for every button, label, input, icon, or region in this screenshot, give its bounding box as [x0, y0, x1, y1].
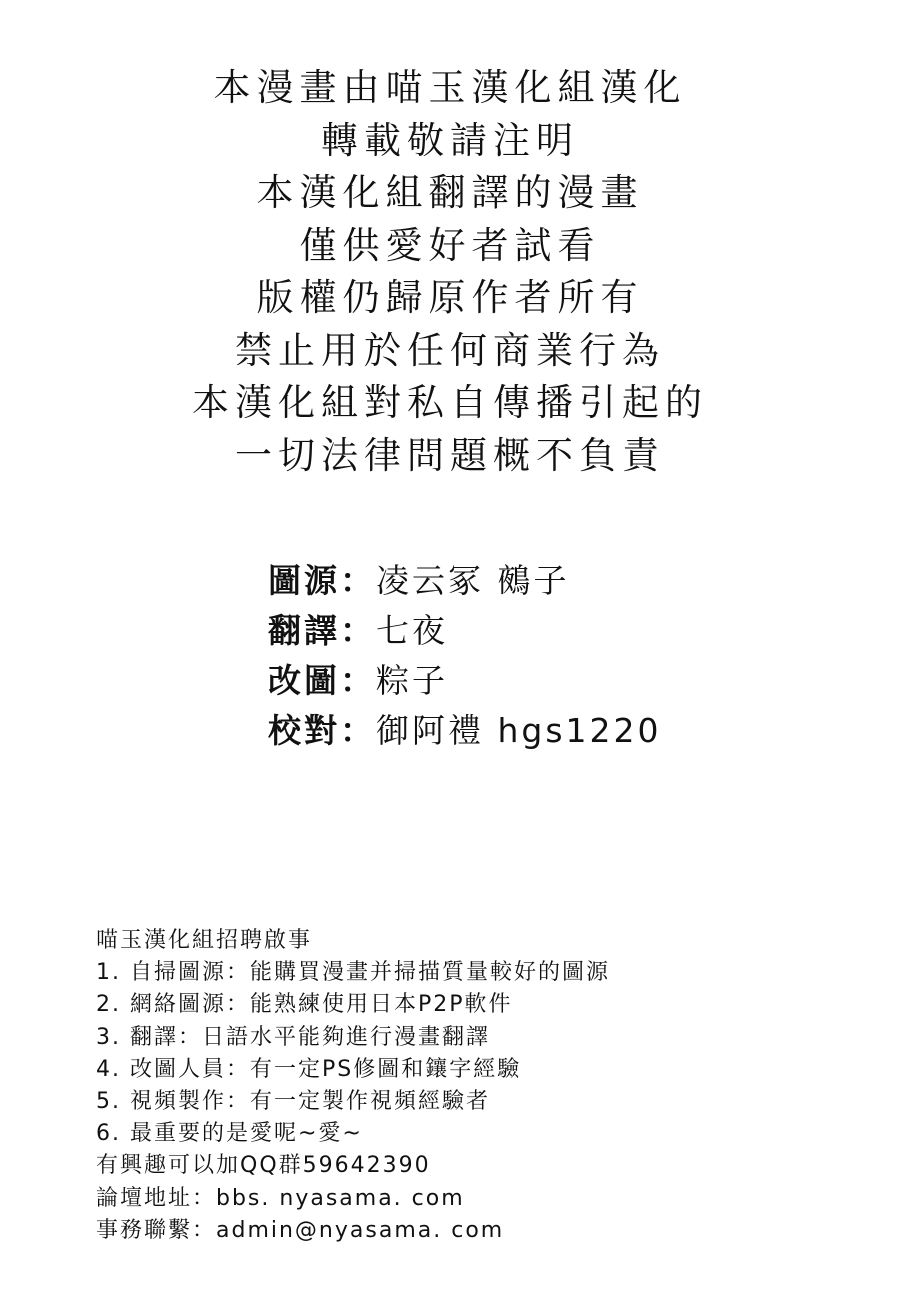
disclaimer-line: 版權仍歸原作者所有 — [256, 276, 644, 319]
credit-row-proofreading — [268, 706, 828, 756]
recruitment-notice — [96, 925, 876, 1247]
forum-address-line: 論壇地址：bbs. nyasama. com — [96, 1185, 465, 1211]
disclaimer-line: 一切法律問題概不負責 — [235, 433, 665, 477]
disclaimer-line: 轉載敬請注明 — [321, 118, 579, 162]
credit-label: 圖源 — [268, 561, 340, 600]
credit-row-translation — [268, 606, 828, 656]
credits-block — [268, 556, 828, 756]
credit-value: 御阿禮 hgs1220 — [376, 711, 662, 750]
recruitment-item: 3. 翻譯：日語水平能夠進行漫畫翻譯 — [96, 1024, 490, 1050]
credit-separator: ： — [340, 561, 376, 600]
disclaimer-line: 本漢化組對私自傳播引起的 — [192, 381, 708, 424]
credit-label: 校對 — [268, 711, 340, 750]
credit-row-source — [268, 556, 828, 606]
credit-label: 改圖 — [268, 661, 340, 700]
credit-label: 翻譯 — [268, 611, 340, 650]
qq-group-line: 有興趣可以加QQ群59642390 — [96, 1153, 431, 1179]
disclaimer-line: 本漫畫由喵玉漢化組漢化 — [213, 66, 687, 109]
recruitment-title: 喵玉漢化組招聘啟事 — [96, 928, 313, 953]
credit-value: 粽子 — [376, 661, 448, 700]
recruitment-item: 2. 網絡圖源：能熟練使用日本P2P軟件 — [96, 992, 513, 1018]
recruitment-item: 1. 自掃圖源：能購買漫畫并掃描質量較好的圖源 — [96, 960, 610, 986]
credit-row-editing — [268, 656, 828, 706]
recruitment-item: 4. 改圖人員：有一定PS修圖和鑲字經驗 — [96, 1056, 522, 1082]
disclaimer-line: 僅供愛好者試看 — [299, 223, 601, 267]
recruitment-item: 5. 視頻製作：有一定製作視頻經驗者 — [96, 1089, 490, 1115]
disclaimer-line: 禁止用於任何商業行為 — [235, 328, 665, 372]
credit-value: 七夜 — [376, 611, 448, 650]
recruitment-item: 6. 最重要的是愛呢~愛~ — [96, 1121, 363, 1147]
credit-value: 凌云冢 鵺子 — [376, 561, 570, 600]
credit-separator: ： — [340, 611, 376, 650]
credit-separator: ： — [340, 711, 376, 750]
contact-email-line: 事務聯繫：admin@nyasama. com — [96, 1217, 505, 1243]
disclaimer-block — [0, 62, 900, 482]
disclaimer-line: 本漢化組翻譯的漫畫 — [256, 171, 644, 214]
credit-separator: ： — [340, 661, 376, 700]
